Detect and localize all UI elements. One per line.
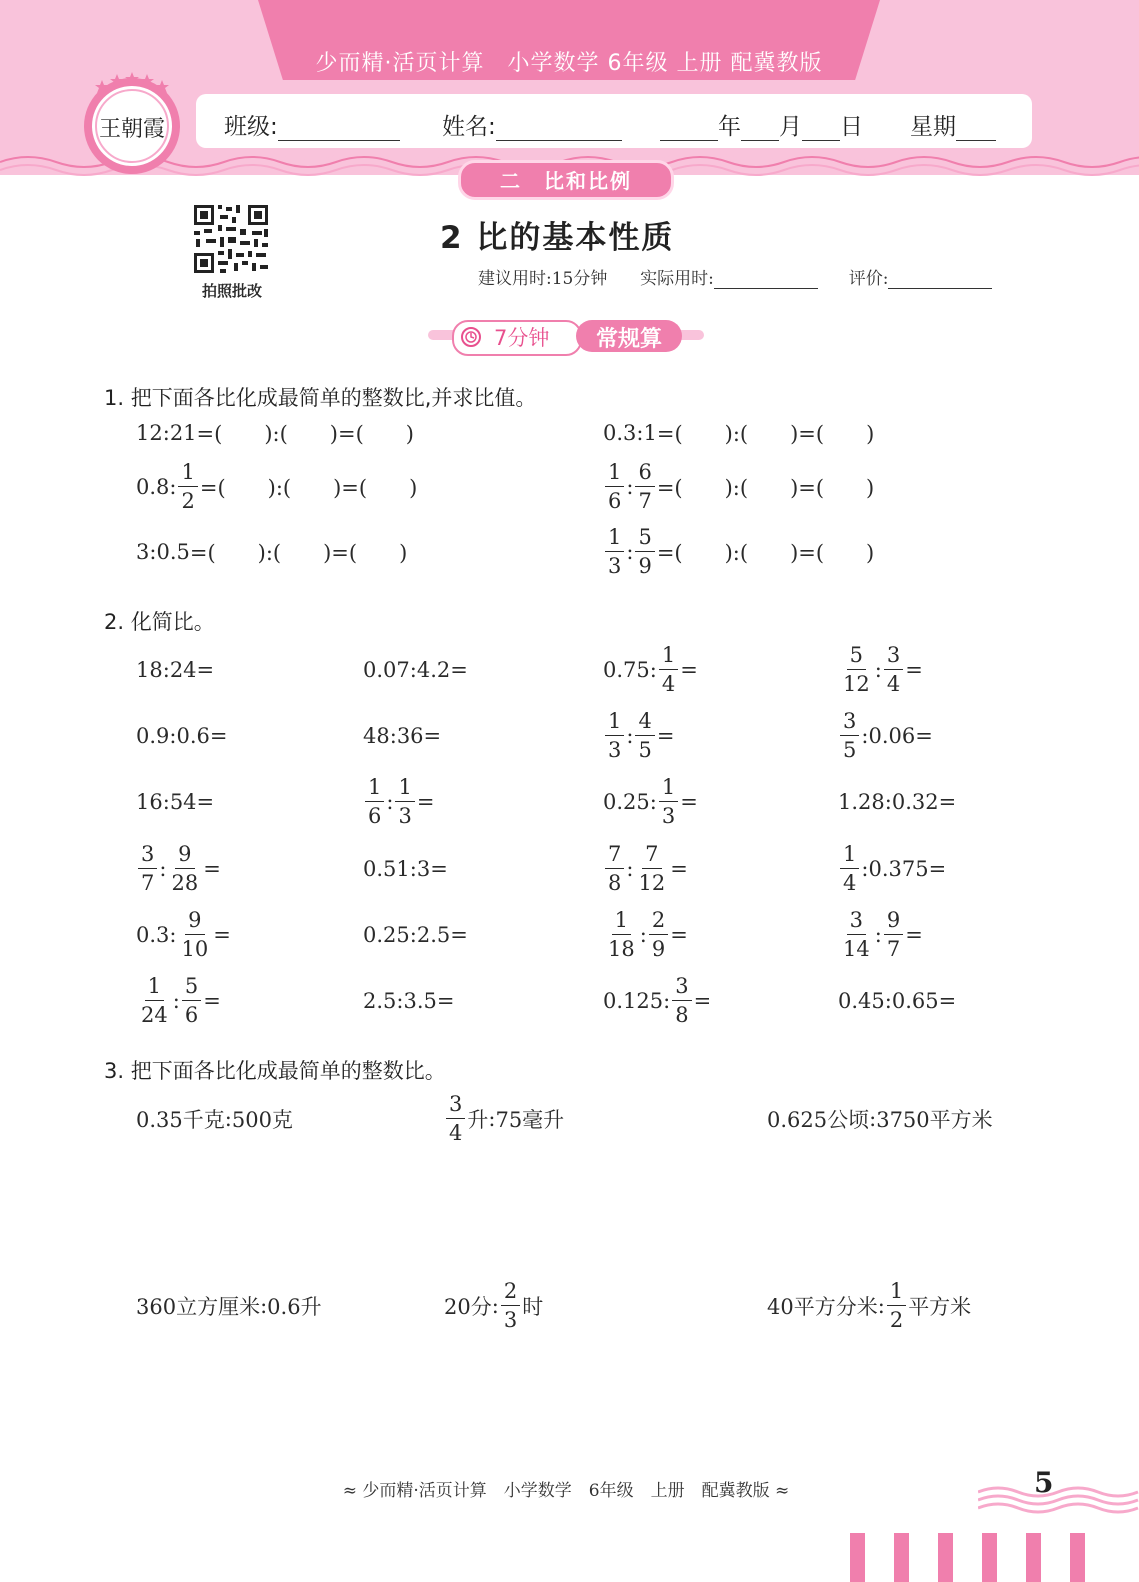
class-label: 班级: — [224, 114, 278, 140]
answer-blank: = — [670, 923, 688, 947]
logo-text: 王朝霞 — [98, 117, 166, 142]
denominator: 3 — [608, 554, 622, 578]
answer-blank: = — [680, 658, 698, 682]
actual-time-label: 实际用时: — [640, 269, 714, 289]
fraction — [168, 844, 201, 894]
colon: : — [172, 989, 180, 1013]
denominator: 14 — [843, 937, 870, 961]
footer-wave-decoration — [978, 1484, 1139, 1516]
fraction — [840, 910, 873, 960]
denominator: 12 — [843, 672, 870, 696]
fraction — [178, 462, 197, 512]
footer-series: 少而精·活页计算 小学数学 6年级 上册 配冀教版 — [362, 1481, 770, 1501]
fraction — [887, 1281, 906, 1331]
footer-stripe — [938, 1533, 953, 1582]
colon: : — [409, 857, 417, 881]
denominator: 2 — [889, 1308, 904, 1332]
answer-blank: = — [436, 989, 455, 1013]
year-label: 年 — [718, 114, 741, 140]
colon: : — [162, 658, 170, 682]
term: 500克 — [231, 1108, 293, 1132]
colon: : — [169, 475, 177, 499]
term: 54 — [169, 790, 197, 814]
colon: : — [626, 540, 634, 564]
fraction — [446, 1094, 465, 1144]
answer-blank: = — [670, 857, 688, 881]
wave-icon: ≈ — [769, 1481, 790, 1501]
fraction — [605, 527, 624, 577]
numerator: 5 — [847, 645, 866, 670]
q2-expression — [603, 709, 675, 762]
q3-expression — [136, 1290, 322, 1322]
numerator: 3 — [446, 1094, 465, 1119]
colon: : — [861, 857, 869, 881]
q2-expression — [838, 643, 923, 696]
numerator: 4 — [635, 711, 654, 736]
name-label: 姓名: — [442, 114, 496, 140]
numerator: 5 — [635, 527, 654, 552]
question-1-title: 1. 把下面各比化成最简单的整数比,并求比值。 — [104, 386, 537, 410]
q3-expression — [767, 1103, 993, 1135]
q2-expression — [363, 654, 468, 686]
fraction — [635, 711, 654, 761]
footer-stripe — [982, 1533, 997, 1582]
term: 0.75 — [603, 658, 650, 682]
fraction — [365, 777, 384, 827]
answer-blank: =( ):( )=( ) — [656, 422, 875, 446]
term: 24 — [169, 658, 197, 682]
fraction — [182, 976, 201, 1026]
q3-expression — [767, 1279, 972, 1332]
answer-blank: = — [203, 857, 221, 881]
answer-blank: = — [416, 790, 435, 814]
answer-blank: = — [938, 790, 957, 814]
unit-label: 二 比和比例 — [500, 169, 632, 193]
term: 0.65 — [891, 989, 939, 1013]
numerator: 1 — [612, 910, 631, 935]
colon: : — [396, 989, 404, 1013]
numerator: 1 — [365, 777, 384, 802]
q2-expression — [136, 908, 231, 961]
q2-expression — [838, 709, 933, 762]
numerator: 2 — [501, 1281, 520, 1306]
numerator: 2 — [649, 910, 668, 935]
q1-expression — [603, 417, 874, 449]
q3-expression — [136, 1103, 293, 1135]
term: 0.32 — [891, 790, 939, 814]
numerator: 7 — [642, 844, 661, 869]
q2-expression — [603, 908, 688, 961]
colon: : — [224, 1107, 232, 1131]
term: 0.5 — [156, 540, 190, 564]
term: 0.8 — [136, 475, 170, 499]
colon: : — [884, 790, 892, 814]
numerator: 6 — [635, 462, 654, 487]
term: 40平方分米 — [767, 1295, 878, 1319]
fraction — [605, 462, 624, 512]
term: 0.07 — [363, 658, 410, 682]
denominator: 18 — [608, 937, 635, 961]
q2-expression — [603, 775, 698, 828]
fraction — [605, 711, 624, 761]
fraction — [635, 462, 654, 512]
numerator: 1 — [605, 711, 624, 736]
numerator: 3 — [138, 844, 157, 869]
fraction — [840, 711, 859, 761]
term: 1 — [643, 421, 657, 445]
q3-expression — [444, 1279, 544, 1332]
footer-text — [306, 1476, 826, 1501]
fraction — [605, 910, 638, 960]
denominator: 10 — [181, 937, 209, 961]
day-label: 日 — [840, 114, 863, 140]
term: 0.625公顷 — [767, 1108, 870, 1132]
term: 3.5 — [403, 989, 437, 1013]
term: 0.125 — [603, 989, 664, 1013]
denominator: 9 — [638, 554, 652, 578]
answer-blank: = — [915, 724, 933, 748]
unit: 平方米 — [908, 1295, 972, 1319]
q2-expression — [838, 985, 956, 1017]
weekday-field[interactable] — [910, 108, 996, 141]
q1-expression — [136, 536, 407, 568]
numerator: 1 — [605, 527, 624, 552]
answer-blank: = — [430, 857, 448, 881]
term: 0.6升 — [267, 1295, 322, 1319]
fraction — [884, 910, 903, 960]
numerator: 3 — [672, 976, 691, 1001]
q2-expression — [136, 974, 221, 1027]
q2-expression — [603, 842, 688, 895]
denominator: 9 — [651, 937, 666, 961]
numerator: 1 — [395, 777, 414, 802]
wave-icon: ≈ — [342, 1481, 363, 1501]
denominator: 8 — [675, 1003, 689, 1027]
denominator: 4 — [449, 1121, 463, 1145]
term: 4.2 — [416, 658, 451, 682]
numerator: 9 — [185, 910, 204, 935]
answer-blank: = — [423, 724, 442, 748]
fraction — [649, 910, 668, 960]
denominator: 4 — [843, 871, 857, 895]
term: 16 — [136, 790, 163, 814]
denominator: 3 — [398, 804, 412, 828]
answer-blank: =( ):( )=( ) — [656, 476, 875, 500]
numerator: 1 — [178, 462, 197, 487]
denominator: 6 — [368, 804, 382, 828]
numerator: 3 — [840, 711, 859, 736]
numerator: 9 — [884, 910, 903, 935]
colon: : — [639, 923, 647, 947]
q2-expression — [603, 974, 712, 1027]
numerator: 7 — [605, 844, 624, 869]
colon: : — [491, 1294, 499, 1318]
series-title: 少而精·活页计算 小学数学 6年级 上册 配冀教版 — [315, 51, 823, 76]
answer-blank: = — [693, 989, 712, 1013]
q1-expression — [603, 460, 875, 513]
term: 0.6 — [176, 724, 210, 748]
question-2-title: 2. 化简比。 — [104, 610, 215, 634]
date-field[interactable] — [660, 108, 863, 141]
numerator: 1 — [887, 1281, 906, 1306]
q2-expression — [363, 775, 435, 828]
colon: : — [877, 1294, 885, 1318]
q2-expression — [136, 786, 214, 818]
denominator: 7 — [638, 489, 652, 513]
q2-expression — [136, 842, 221, 895]
footer-stripe — [894, 1533, 909, 1582]
footer-stripe — [1070, 1533, 1085, 1582]
question-3-title: 3. 把下面各比化成最简单的整数比。 — [104, 1059, 446, 1083]
colon: : — [649, 658, 657, 682]
clock-icon — [460, 326, 482, 348]
time-label: 7分钟 — [494, 326, 550, 350]
denominator: 3 — [608, 738, 622, 762]
denominator: 12 — [638, 871, 666, 895]
q2-expression — [363, 720, 441, 752]
denominator: 4 — [661, 672, 676, 696]
fraction — [659, 645, 678, 695]
type-label: 常规算 — [595, 327, 662, 352]
fraction — [884, 645, 903, 695]
colon: : — [626, 724, 634, 748]
answer-blank: = — [905, 923, 923, 947]
answer-blank: = — [213, 923, 231, 947]
term: 0.375 — [868, 857, 929, 881]
denominator: 24 — [141, 1003, 168, 1027]
denominator: 8 — [608, 871, 622, 895]
fraction — [840, 844, 859, 894]
numerator: 1 — [840, 844, 859, 869]
answer-blank: = — [450, 923, 468, 947]
answer-blank: = — [928, 857, 947, 881]
q2-expression — [603, 643, 698, 696]
numerator: 9 — [175, 844, 194, 869]
fraction — [138, 976, 171, 1026]
term: 36 — [396, 724, 424, 748]
numerator: 3 — [884, 645, 903, 670]
answer-blank: = — [209, 724, 228, 748]
denominator: 2 — [181, 489, 195, 513]
term: 0.9 — [136, 724, 170, 748]
colon: : — [169, 724, 177, 748]
suggested-time: 建议用时:15分钟 — [478, 269, 608, 289]
term: 0.3 — [136, 923, 170, 947]
term: 18 — [136, 658, 163, 682]
term: 21 — [169, 421, 197, 445]
q2-expression — [838, 842, 947, 895]
term: 0.45 — [838, 989, 885, 1013]
answer-blank: =( ):( )=( ) — [199, 476, 418, 500]
fraction — [501, 1281, 520, 1331]
fraction — [138, 844, 157, 894]
fraction — [635, 844, 668, 894]
meta-line — [478, 264, 992, 289]
colon: : — [884, 989, 892, 1013]
fraction — [635, 527, 654, 577]
term: 0.3 — [603, 421, 637, 445]
answer-blank: = — [938, 989, 957, 1013]
evaluation-label: 评价: — [848, 269, 889, 289]
colon: : — [626, 475, 634, 499]
term: 0.35千克 — [136, 1108, 225, 1132]
q2-expression — [363, 919, 468, 951]
answer-blank: = — [196, 658, 215, 682]
term: 0.06 — [868, 724, 916, 748]
term: 75毫升 — [495, 1108, 565, 1132]
term: 1.28 — [838, 790, 885, 814]
term: 3 — [416, 857, 431, 881]
colon: : — [409, 923, 417, 947]
colon: : — [169, 923, 177, 947]
q2-expression — [363, 985, 455, 1017]
colon: : — [649, 790, 657, 814]
month-label: 月 — [779, 114, 802, 140]
answer-blank: = — [905, 658, 923, 682]
q2-expression — [136, 720, 228, 752]
colon: : — [874, 658, 882, 682]
denominator: 28 — [171, 871, 199, 895]
numerator: 1 — [659, 777, 678, 802]
q3-expression — [444, 1092, 565, 1145]
numerator: 1 — [605, 462, 624, 487]
fraction — [605, 844, 624, 894]
fraction — [672, 976, 691, 1026]
fraction — [178, 910, 211, 960]
term: 3750平方米 — [876, 1108, 993, 1132]
q2-expression — [838, 786, 956, 818]
answer-blank: = — [680, 790, 698, 814]
denominator: 6 — [608, 489, 622, 513]
term: 0.51 — [363, 857, 410, 881]
term: 12 — [136, 421, 163, 445]
denominator: 6 — [184, 1003, 199, 1027]
colon: : — [663, 989, 671, 1013]
term: 2.5 — [363, 989, 397, 1013]
colon: : — [149, 540, 157, 564]
answer-blank: = — [656, 724, 675, 748]
q1-expression — [603, 525, 875, 578]
colon: : — [636, 421, 644, 445]
colon: : — [162, 790, 170, 814]
denominator: 5 — [843, 738, 857, 762]
numerator: 1 — [145, 976, 164, 1001]
unit: 升 — [467, 1108, 489, 1132]
q1-expression — [136, 460, 418, 513]
footer-stripe — [1026, 1533, 1041, 1582]
answer-blank: = — [450, 658, 468, 682]
q2-expression — [363, 853, 448, 885]
answer-blank: =( ):( )=( ) — [656, 541, 875, 565]
term: 3 — [136, 540, 150, 564]
colon: : — [869, 1107, 877, 1131]
colon: : — [626, 857, 634, 881]
colon: : — [386, 790, 394, 814]
denominator: 3 — [661, 804, 676, 828]
term: 2.5 — [416, 923, 451, 947]
evaluation-field[interactable] — [888, 270, 992, 289]
answer-blank: = — [203, 989, 221, 1013]
denominator: 3 — [503, 1308, 518, 1332]
numerator: 3 — [847, 910, 866, 935]
fraction — [840, 645, 873, 695]
fraction — [395, 777, 414, 827]
publisher-logo — [80, 72, 184, 176]
name-field[interactable] — [442, 108, 622, 141]
answer-blank: =( ):( )=( ) — [189, 541, 408, 565]
colon: : — [389, 724, 397, 748]
q2-expression — [838, 908, 923, 961]
page-number: 5 — [1034, 1466, 1054, 1499]
actual-time-field[interactable] — [714, 270, 818, 289]
qr-code-icon[interactable] — [192, 203, 270, 275]
colon: : — [488, 1107, 496, 1131]
fraction — [659, 777, 678, 827]
denominator: 7 — [141, 871, 155, 895]
denominator: 7 — [886, 937, 901, 961]
colon: : — [260, 1294, 268, 1318]
colon: : — [409, 658, 417, 682]
numerator: 5 — [182, 976, 201, 1001]
term: 48 — [363, 724, 390, 748]
q1-expression — [136, 417, 414, 449]
unit: 时 — [522, 1295, 544, 1319]
colon: : — [159, 857, 167, 881]
colon: : — [861, 724, 869, 748]
qr-caption: 拍照批改 — [201, 282, 262, 300]
lesson-title: 2 比的基本性质 — [440, 220, 675, 256]
denominator: 5 — [638, 738, 652, 762]
answer-blank: = — [196, 790, 215, 814]
numerator: 1 — [659, 645, 678, 670]
term: 0.25 — [363, 923, 410, 947]
colon: : — [874, 923, 882, 947]
q2-expression — [136, 654, 214, 686]
colon: : — [162, 421, 170, 445]
weekday-label: 星期 — [910, 114, 956, 140]
term: 0.25 — [603, 790, 650, 814]
term: 20分 — [444, 1295, 492, 1319]
footer-stripe — [850, 1533, 865, 1582]
class-field[interactable] — [224, 108, 400, 141]
term: 360立方厘米 — [136, 1295, 261, 1319]
answer-blank: =( ):( )=( ) — [196, 422, 414, 446]
denominator: 4 — [886, 672, 901, 696]
